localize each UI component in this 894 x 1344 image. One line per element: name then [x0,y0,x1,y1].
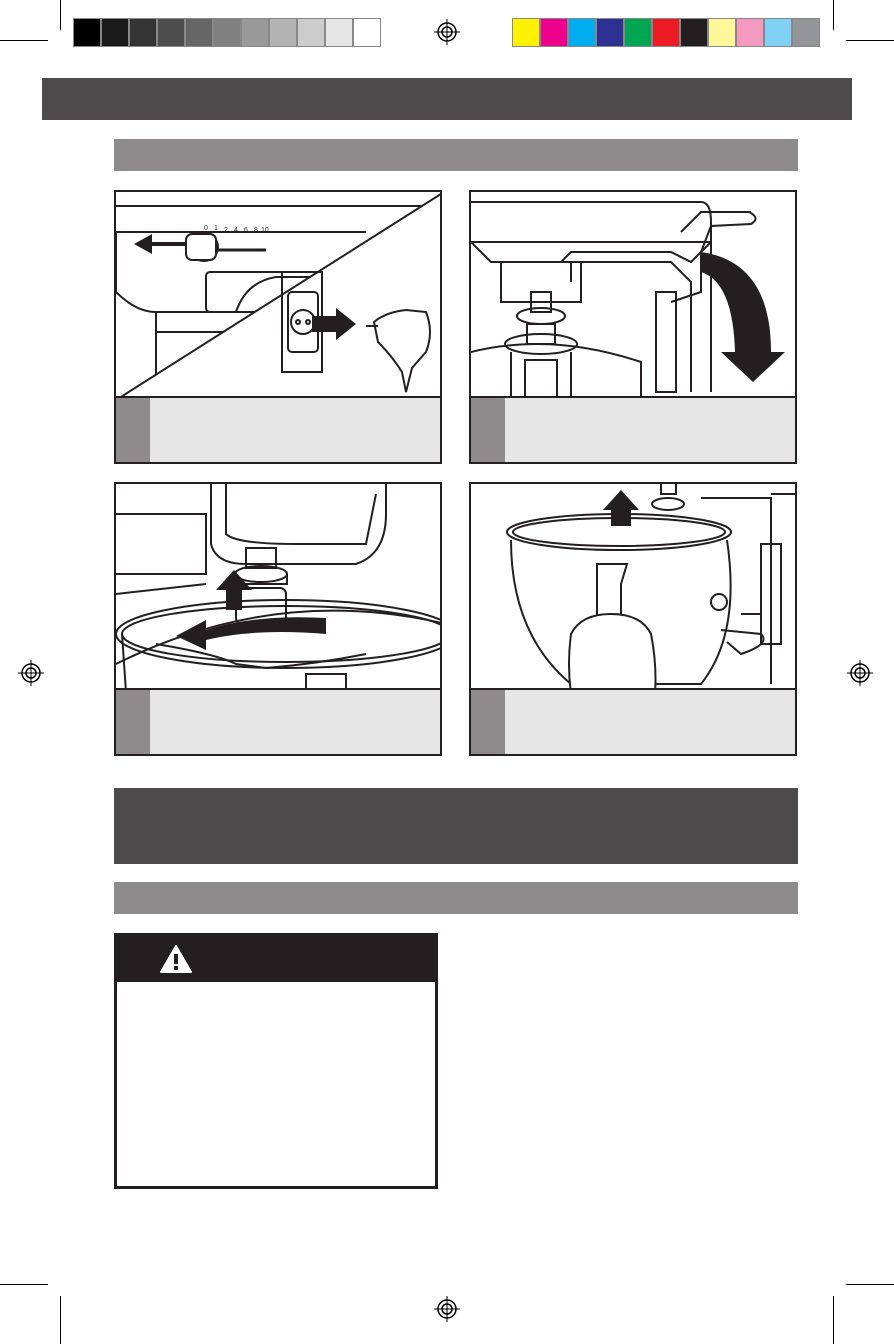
gray-swatch [129,18,157,47]
color-swatch [568,18,596,47]
crop-mark [0,40,48,41]
step-panel-3 [114,482,442,756]
remove-beater-illustration [116,484,442,692]
gray-swatch [101,18,129,47]
svg-text:6: 6 [244,227,248,234]
gray-swatch [269,18,297,47]
color-swatch [540,18,568,47]
color-swatch [708,18,736,47]
gray-swatch [73,18,101,47]
gray-swatch [297,18,325,47]
step-number [471,690,505,754]
unplug-mixer-illustration [116,192,442,400]
gray-swatch [241,18,269,47]
registration-mark-icon [18,660,44,686]
svg-text:2: 2 [224,227,228,234]
crop-mark [833,0,834,30]
crop-mark [60,1296,61,1344]
registration-mark-icon [847,660,873,686]
step-caption [471,396,795,462]
svg-text:10: 10 [261,227,269,234]
color-swatch [596,18,624,47]
step-panel-4 [469,482,797,756]
section-title-bar [114,139,798,171]
color-swatch [736,18,764,47]
step-panel-2 [469,190,797,464]
svg-text:0: 0 [204,225,208,232]
color-swatch [792,18,820,47]
step-caption [116,396,440,462]
warning-header [117,936,435,982]
step-number [116,398,150,462]
lift-bowl-illustration [471,484,797,692]
crop-mark [846,1284,894,1285]
page-header-bar [42,78,852,120]
gray-swatch [353,18,381,47]
bowl-lift-lever-illustration [471,192,797,400]
warning-triangle-icon [159,944,193,974]
step-number [116,690,150,754]
section-header-bar [114,788,798,864]
svg-text:1: 1 [214,225,218,232]
warning-box [114,933,438,1189]
crop-mark [0,1284,48,1285]
crop-mark [60,0,61,30]
step-number [471,398,505,462]
step-caption [471,688,795,754]
step-caption [116,688,440,754]
color-swatch [512,18,540,47]
color-swatch [624,18,652,47]
color-swatch [764,18,792,47]
svg-text:4: 4 [234,227,238,234]
color-swatch [680,18,708,47]
gray-swatch [157,18,185,47]
registration-mark-icon [434,19,460,45]
gray-swatch [185,18,213,47]
section-title-bar [114,882,798,914]
registration-mark-icon [434,1296,460,1322]
crop-mark [833,1296,834,1344]
gray-swatch [325,18,353,47]
svg-text:8: 8 [254,227,258,234]
gray-swatch [213,18,241,47]
crop-mark [846,40,894,41]
color-swatch [652,18,680,47]
step-panel-1 [114,190,442,464]
